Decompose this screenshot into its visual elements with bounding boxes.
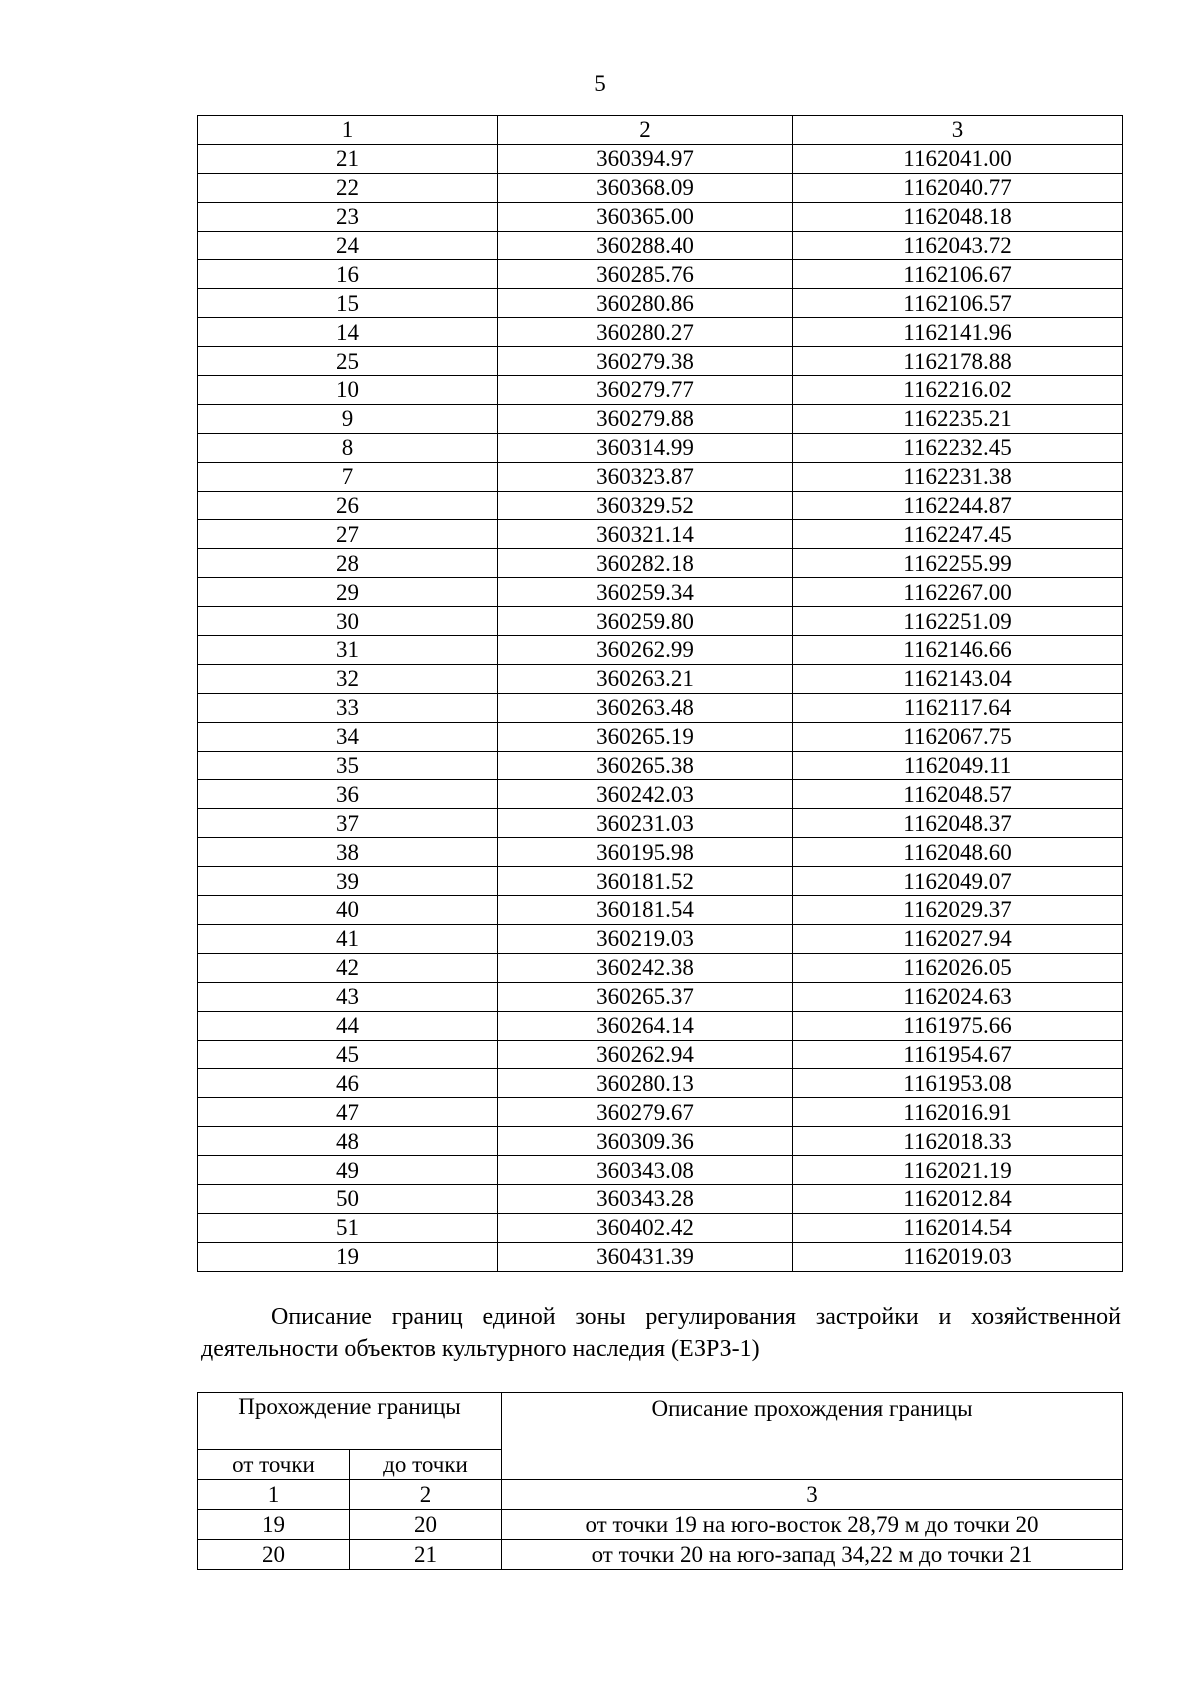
column-header: 1 (198, 116, 498, 145)
point-number-cell: 50 (198, 1184, 498, 1213)
table-row (198, 896, 1123, 925)
y-coordinate-cell: 1162014.54 (793, 1213, 1123, 1242)
boundary-table (197, 1392, 1123, 1570)
point-number-cell: 49 (198, 1156, 498, 1185)
x-coordinate-cell: 360394.97 (498, 144, 793, 173)
y-coordinate-cell: 1162027.94 (793, 924, 1123, 953)
table-row (198, 433, 1123, 462)
y-coordinate-cell: 1162141.96 (793, 318, 1123, 347)
point-number-cell: 27 (198, 520, 498, 549)
y-coordinate-cell: 1162216.02 (793, 376, 1123, 405)
point-number-cell: 31 (198, 636, 498, 665)
table-row (198, 1242, 1123, 1271)
point-number-cell: 25 (198, 347, 498, 376)
table-row (198, 1213, 1123, 1242)
y-coordinate-cell: 1162235.21 (793, 404, 1123, 433)
x-coordinate-cell: 360279.67 (498, 1098, 793, 1127)
point-number-cell: 36 (198, 780, 498, 809)
table-row (198, 636, 1123, 665)
point-number-cell: 44 (198, 1011, 498, 1040)
x-coordinate-cell: 360279.77 (498, 376, 793, 405)
y-coordinate-cell: 1162251.09 (793, 607, 1123, 636)
y-coordinate-cell: 1162048.37 (793, 809, 1123, 838)
x-coordinate-cell: 360263.21 (498, 664, 793, 693)
y-coordinate-cell: 1162247.45 (793, 520, 1123, 549)
x-coordinate-cell: 360309.36 (498, 1127, 793, 1156)
table-row (198, 1040, 1123, 1069)
y-coordinate-cell: 1162146.66 (793, 636, 1123, 665)
table-row (198, 953, 1123, 982)
y-coordinate-cell: 1162041.00 (793, 144, 1123, 173)
table-row (198, 982, 1123, 1011)
from-point-cell: 20 (198, 1540, 350, 1570)
x-coordinate-cell: 360265.38 (498, 751, 793, 780)
y-coordinate-cell: 1162024.63 (793, 982, 1123, 1011)
x-coordinate-cell: 360265.37 (498, 982, 793, 1011)
point-number-cell: 9 (198, 404, 498, 433)
table-row (198, 376, 1123, 405)
table-row (198, 260, 1123, 289)
point-number-cell: 32 (198, 664, 498, 693)
table-row (198, 664, 1123, 693)
x-coordinate-cell: 360280.13 (498, 1069, 793, 1098)
table-row (198, 1540, 1123, 1570)
table-row (198, 722, 1123, 751)
table-row (198, 607, 1123, 636)
point-number-cell: 37 (198, 809, 498, 838)
point-number-cell: 30 (198, 607, 498, 636)
point-number-cell: 47 (198, 1098, 498, 1127)
table-row (198, 780, 1123, 809)
x-coordinate-cell: 360195.98 (498, 838, 793, 867)
table-row (198, 520, 1123, 549)
point-number-cell: 40 (198, 896, 498, 925)
point-number-cell: 42 (198, 953, 498, 982)
point-number-cell: 10 (198, 376, 498, 405)
x-coordinate-cell: 360329.52 (498, 491, 793, 520)
x-coordinate-cell: 360368.09 (498, 173, 793, 202)
point-number-cell: 46 (198, 1069, 498, 1098)
table-row (198, 1127, 1123, 1156)
table-row (198, 462, 1123, 491)
x-coordinate-cell: 360259.34 (498, 578, 793, 607)
point-number-cell: 16 (198, 260, 498, 289)
boundary-number-row (198, 1480, 1123, 1510)
from-point-cell: 19 (198, 1510, 350, 1540)
table-row (198, 1098, 1123, 1127)
point-number-cell: 34 (198, 722, 498, 751)
y-coordinate-cell: 1162117.64 (793, 693, 1123, 722)
column-number: 1 (198, 1480, 350, 1510)
point-number-cell: 7 (198, 462, 498, 491)
to-point-header: до точки (350, 1450, 502, 1480)
table-row (198, 1184, 1123, 1213)
point-number-cell: 8 (198, 433, 498, 462)
table-row (198, 491, 1123, 520)
x-coordinate-cell: 360263.48 (498, 693, 793, 722)
point-number-cell: 23 (198, 202, 498, 231)
x-coordinate-cell: 360181.52 (498, 867, 793, 896)
point-number-cell: 14 (198, 318, 498, 347)
x-coordinate-cell: 360285.76 (498, 260, 793, 289)
y-coordinate-cell: 1162048.57 (793, 780, 1123, 809)
y-coordinate-cell: 1162106.57 (793, 289, 1123, 318)
y-coordinate-cell: 1162232.45 (793, 433, 1123, 462)
x-coordinate-cell: 360242.03 (498, 780, 793, 809)
x-coordinate-cell: 360282.18 (498, 549, 793, 578)
column-number: 2 (350, 1480, 502, 1510)
boundary-header-row (198, 1393, 1123, 1450)
x-coordinate-cell: 360288.40 (498, 231, 793, 260)
table-row (198, 318, 1123, 347)
point-number-cell: 51 (198, 1213, 498, 1242)
y-coordinate-cell: 1162067.75 (793, 722, 1123, 751)
point-number-cell: 29 (198, 578, 498, 607)
point-number-cell: 35 (198, 751, 498, 780)
point-number-cell: 33 (198, 693, 498, 722)
y-coordinate-cell: 1162026.05 (793, 953, 1123, 982)
x-coordinate-cell: 360219.03 (498, 924, 793, 953)
y-coordinate-cell: 1162021.19 (793, 1156, 1123, 1185)
y-coordinate-cell: 1162106.67 (793, 260, 1123, 289)
table-row (198, 924, 1123, 953)
x-coordinate-cell: 360231.03 (498, 809, 793, 838)
x-coordinate-cell: 360314.99 (498, 433, 793, 462)
point-number-cell: 38 (198, 838, 498, 867)
table-row (198, 289, 1123, 318)
y-coordinate-cell: 1162040.77 (793, 173, 1123, 202)
point-number-cell: 15 (198, 289, 498, 318)
y-coordinate-cell: 1162178.88 (793, 347, 1123, 376)
table-row (198, 549, 1123, 578)
y-coordinate-cell: 1162143.04 (793, 664, 1123, 693)
y-coordinate-cell: 1162012.84 (793, 1184, 1123, 1213)
table-row (198, 693, 1123, 722)
x-coordinate-cell: 360259.80 (498, 607, 793, 636)
table-row (198, 347, 1123, 376)
passage-header: Прохождение границы (198, 1393, 502, 1450)
point-number-cell: 43 (198, 982, 498, 1011)
coordinates-table (197, 115, 1123, 1272)
x-coordinate-cell: 360365.00 (498, 202, 793, 231)
description-header: Описание прохождения границы (502, 1393, 1123, 1480)
y-coordinate-cell: 1161954.67 (793, 1040, 1123, 1069)
y-coordinate-cell: 1162231.38 (793, 462, 1123, 491)
point-number-cell: 41 (198, 924, 498, 953)
table-row (198, 1069, 1123, 1098)
table-row (198, 867, 1123, 896)
y-coordinate-cell: 1162049.11 (793, 751, 1123, 780)
x-coordinate-cell: 360242.38 (498, 953, 793, 982)
x-coordinate-cell: 360343.28 (498, 1184, 793, 1213)
column-number: 3 (502, 1480, 1123, 1510)
table-row (198, 202, 1123, 231)
table-row (198, 578, 1123, 607)
x-coordinate-cell: 360323.87 (498, 462, 793, 491)
y-coordinate-cell: 1162267.00 (793, 578, 1123, 607)
y-coordinate-cell: 1162029.37 (793, 896, 1123, 925)
y-coordinate-cell: 1161953.08 (793, 1069, 1123, 1098)
zone-description: Описание границ единой зоны регулирования застройки и хозяйственной деятельности объектов культурного наследия (ЕЗРЗ-1) (201, 1304, 1121, 1362)
to-point-cell: 20 (350, 1510, 502, 1540)
point-number-cell: 26 (198, 491, 498, 520)
table-row (198, 144, 1123, 173)
y-coordinate-cell: 1162255.99 (793, 549, 1123, 578)
x-coordinate-cell: 360321.14 (498, 520, 793, 549)
x-coordinate-cell: 360431.39 (498, 1242, 793, 1271)
point-number-cell: 24 (198, 231, 498, 260)
x-coordinate-cell: 360279.88 (498, 404, 793, 433)
point-number-cell: 21 (198, 144, 498, 173)
point-number-cell: 22 (198, 173, 498, 202)
point-number-cell: 45 (198, 1040, 498, 1069)
x-coordinate-cell: 360181.54 (498, 896, 793, 925)
table-row (198, 1011, 1123, 1040)
x-coordinate-cell: 360280.86 (498, 289, 793, 318)
y-coordinate-cell: 1162018.33 (793, 1127, 1123, 1156)
y-coordinate-cell: 1162048.60 (793, 838, 1123, 867)
x-coordinate-cell: 360265.19 (498, 722, 793, 751)
x-coordinate-cell: 360402.42 (498, 1213, 793, 1242)
point-number-cell: 39 (198, 867, 498, 896)
column-header: 3 (793, 116, 1123, 145)
table-row (198, 1510, 1123, 1540)
table-row (198, 751, 1123, 780)
point-number-cell: 28 (198, 549, 498, 578)
coordinates-header-row (198, 116, 1123, 145)
x-coordinate-cell: 360264.14 (498, 1011, 793, 1040)
table-row (198, 838, 1123, 867)
page-number: 5 (594, 71, 606, 96)
y-coordinate-cell: 1162244.87 (793, 491, 1123, 520)
x-coordinate-cell: 360262.94 (498, 1040, 793, 1069)
y-coordinate-cell: 1162019.03 (793, 1242, 1123, 1271)
coordinates-body (198, 144, 1123, 1271)
passage-description-cell: от точки 19 на юго-восток 28,79 м до точки 20 (502, 1510, 1123, 1540)
table-row (198, 173, 1123, 202)
y-coordinate-cell: 1162043.72 (793, 231, 1123, 260)
x-coordinate-cell: 360343.08 (498, 1156, 793, 1185)
passage-description-cell: от точки 20 на юго-запад 34,22 м до точки 21 (502, 1540, 1123, 1570)
boundary-body (198, 1510, 1123, 1570)
from-point-header: от точки (198, 1450, 350, 1480)
table-row (198, 231, 1123, 260)
table-row (198, 1156, 1123, 1185)
table-row (198, 404, 1123, 433)
y-coordinate-cell: 1162016.91 (793, 1098, 1123, 1127)
x-coordinate-cell: 360280.27 (498, 318, 793, 347)
x-coordinate-cell: 360262.99 (498, 636, 793, 665)
table-row (198, 809, 1123, 838)
point-number-cell: 48 (198, 1127, 498, 1156)
column-header: 2 (498, 116, 793, 145)
to-point-cell: 21 (350, 1540, 502, 1570)
point-number-cell: 19 (198, 1242, 498, 1271)
y-coordinate-cell: 1162049.07 (793, 867, 1123, 896)
x-coordinate-cell: 360279.38 (498, 347, 793, 376)
y-coordinate-cell: 1162048.18 (793, 202, 1123, 231)
y-coordinate-cell: 1161975.66 (793, 1011, 1123, 1040)
